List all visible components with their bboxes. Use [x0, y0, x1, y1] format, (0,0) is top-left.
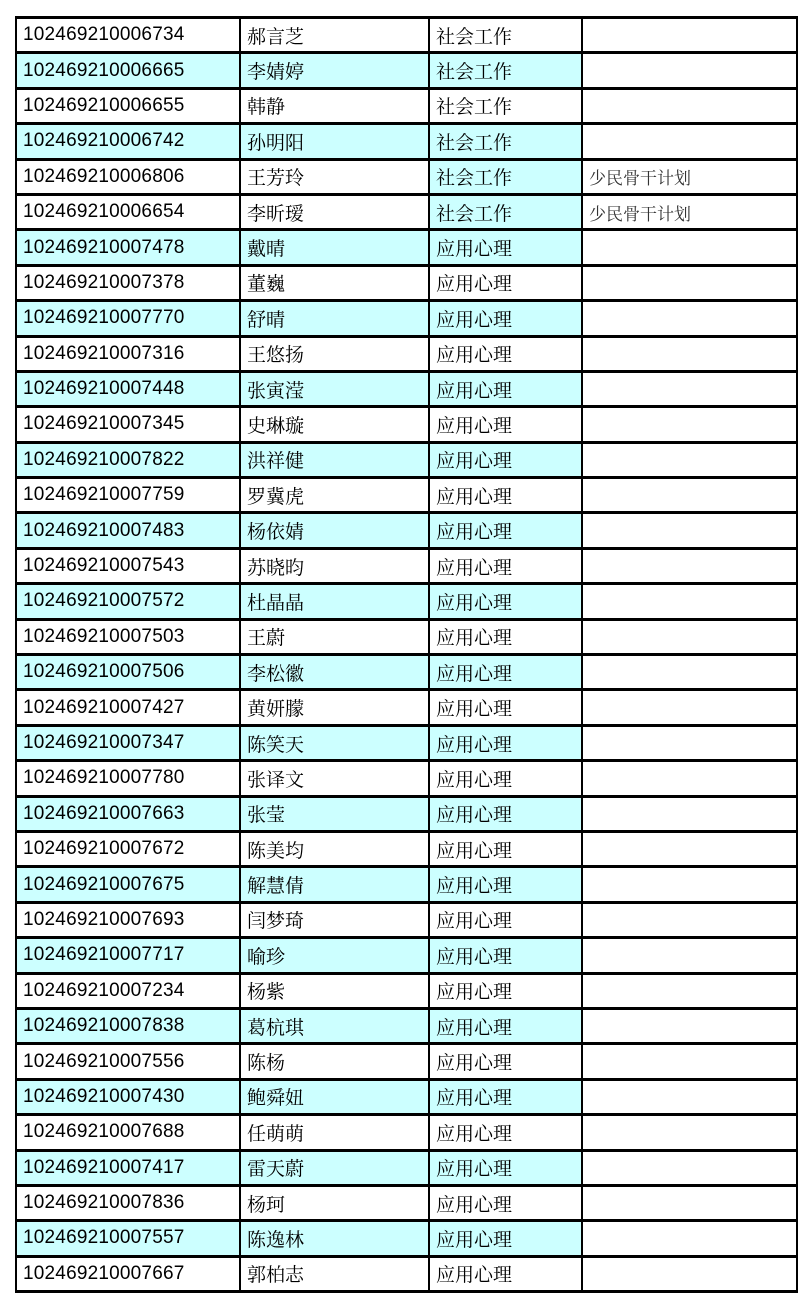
major-cell: 社会工作 [429, 159, 582, 194]
candidate-name-cell: 闫梦琦 [240, 902, 429, 937]
candidate-name-cell: 葛杭琪 [240, 1008, 429, 1043]
candidate-id-cell: 102469210007822 [16, 442, 240, 477]
major-cell: 应用心理 [429, 867, 582, 902]
major-cell: 应用心理 [429, 407, 582, 442]
note-cell [582, 442, 797, 477]
candidate-id-cell: 102469210007759 [16, 478, 240, 513]
candidate-name-cell: 孙明阳 [240, 124, 429, 159]
major-cell: 应用心理 [429, 371, 582, 406]
major-cell: 应用心理 [429, 1150, 582, 1185]
candidate-id-cell: 102469210007667 [16, 1256, 240, 1291]
candidate-name-cell: 张寅滢 [240, 371, 429, 406]
candidate-name-cell: 杨紫 [240, 973, 429, 1008]
table-row [16, 796, 797, 831]
table-row [16, 230, 797, 265]
candidate-name-cell: 张莹 [240, 796, 429, 831]
candidate-id-cell: 102469210007838 [16, 1008, 240, 1043]
table-row [16, 124, 797, 159]
candidate-id-cell: 102469210007347 [16, 725, 240, 760]
candidate-id-cell: 102469210007234 [16, 973, 240, 1008]
candidate-id-cell: 102469210007557 [16, 1221, 240, 1256]
candidate-name-cell: 舒晴 [240, 301, 429, 336]
table-row [16, 159, 797, 194]
table-row [16, 1256, 797, 1291]
note-cell [582, 619, 797, 654]
candidate-id-cell: 102469210006655 [16, 88, 240, 123]
note-cell [582, 867, 797, 902]
candidate-id-cell: 102469210007478 [16, 230, 240, 265]
note-cell [582, 124, 797, 159]
candidate-name-cell: 陈笑天 [240, 725, 429, 760]
candidate-name-cell: 陈杨 [240, 1044, 429, 1079]
candidate-name-cell: 杨依婧 [240, 513, 429, 548]
candidate-id-cell: 102469210007688 [16, 1115, 240, 1150]
table-row [16, 938, 797, 973]
major-cell: 应用心理 [429, 301, 582, 336]
candidate-name-cell: 韩静 [240, 88, 429, 123]
candidate-name-cell: 郭柏志 [240, 1256, 429, 1291]
candidate-id-cell: 102469210007572 [16, 584, 240, 619]
candidate-id-cell: 102469210007672 [16, 831, 240, 866]
candidate-id-cell: 102469210007675 [16, 867, 240, 902]
major-cell: 应用心理 [429, 265, 582, 300]
table-row [16, 442, 797, 477]
candidate-id-cell: 102469210007430 [16, 1079, 240, 1114]
note-cell [582, 725, 797, 760]
table-row [16, 1044, 797, 1079]
note-cell [582, 1256, 797, 1291]
table-row [16, 548, 797, 583]
table-row [16, 1115, 797, 1150]
table-row [16, 513, 797, 548]
major-cell: 社会工作 [429, 88, 582, 123]
candidate-name-cell: 苏晓昀 [240, 548, 429, 583]
note-cell [582, 796, 797, 831]
major-cell: 应用心理 [429, 1115, 582, 1150]
major-cell: 社会工作 [429, 18, 582, 53]
table-row [16, 1185, 797, 1220]
major-cell: 应用心理 [429, 1221, 582, 1256]
major-cell: 应用心理 [429, 796, 582, 831]
candidate-name-cell: 黄妍朦 [240, 690, 429, 725]
candidate-id-cell: 102469210006806 [16, 159, 240, 194]
major-cell: 应用心理 [429, 478, 582, 513]
candidate-name-cell: 李松徽 [240, 655, 429, 690]
table-row [16, 619, 797, 654]
candidate-id-cell: 102469210007506 [16, 655, 240, 690]
note-cell [582, 1079, 797, 1114]
note-cell [582, 831, 797, 866]
candidate-id-cell: 102469210007556 [16, 1044, 240, 1079]
candidate-id-cell: 102469210007836 [16, 1185, 240, 1220]
candidate-name-cell: 史琳璇 [240, 407, 429, 442]
candidate-id-cell: 102469210007543 [16, 548, 240, 583]
candidate-name-cell: 陈美均 [240, 831, 429, 866]
candidate-id-cell: 102469210007717 [16, 938, 240, 973]
candidate-id-cell: 102469210007503 [16, 619, 240, 654]
table-row [16, 655, 797, 690]
note-cell [582, 336, 797, 371]
candidate-id-cell: 102469210007448 [16, 371, 240, 406]
major-cell: 应用心理 [429, 513, 582, 548]
major-cell: 应用心理 [429, 584, 582, 619]
table-row [16, 690, 797, 725]
candidate-id-cell: 102469210007770 [16, 301, 240, 336]
table-row [16, 1150, 797, 1185]
note-cell [582, 1185, 797, 1220]
table-row [16, 584, 797, 619]
candidate-name-cell: 任萌萌 [240, 1115, 429, 1150]
major-cell: 应用心理 [429, 655, 582, 690]
table-row [16, 1079, 797, 1114]
major-cell: 应用心理 [429, 230, 582, 265]
major-cell: 应用心理 [429, 938, 582, 973]
major-cell: 应用心理 [429, 690, 582, 725]
candidate-name-cell: 解慧倩 [240, 867, 429, 902]
note-cell: 少民骨干计划 [582, 194, 797, 229]
candidate-id-cell: 102469210007483 [16, 513, 240, 548]
note-cell [582, 478, 797, 513]
candidate-name-cell: 董巍 [240, 265, 429, 300]
candidate-id-cell: 102469210007693 [16, 902, 240, 937]
major-cell: 社会工作 [429, 53, 582, 88]
candidate-id-cell: 102469210007663 [16, 796, 240, 831]
note-cell [582, 548, 797, 583]
candidate-id-cell: 102469210007345 [16, 407, 240, 442]
note-cell [582, 230, 797, 265]
table-row [16, 973, 797, 1008]
major-cell: 应用心理 [429, 548, 582, 583]
note-cell [582, 1150, 797, 1185]
note-cell [582, 690, 797, 725]
candidate-name-cell: 李婧婷 [240, 53, 429, 88]
table-row [16, 478, 797, 513]
note-cell [582, 1044, 797, 1079]
candidate-name-cell: 王悠扬 [240, 336, 429, 371]
candidate-name-cell: 王芳玲 [240, 159, 429, 194]
candidate-name-cell: 洪祥健 [240, 442, 429, 477]
candidate-name-cell: 雷天蔚 [240, 1150, 429, 1185]
table-row [16, 371, 797, 406]
major-cell: 应用心理 [429, 1008, 582, 1043]
major-cell: 应用心理 [429, 336, 582, 371]
major-cell: 应用心理 [429, 761, 582, 796]
candidate-name-cell: 李昕瑷 [240, 194, 429, 229]
note-cell [582, 938, 797, 973]
candidate-name-cell: 杨珂 [240, 1185, 429, 1220]
table-row [16, 301, 797, 336]
table-row [16, 336, 797, 371]
note-cell [582, 513, 797, 548]
note-cell [582, 973, 797, 1008]
note-cell [582, 301, 797, 336]
candidate-name-cell: 王蔚 [240, 619, 429, 654]
candidate-name-cell: 鲍舜妞 [240, 1079, 429, 1114]
candidate-name-cell: 罗冀虎 [240, 478, 429, 513]
table-row [16, 902, 797, 937]
table-row [16, 1008, 797, 1043]
candidate-id-cell: 102469210007417 [16, 1150, 240, 1185]
major-cell: 应用心理 [429, 619, 582, 654]
note-cell [582, 655, 797, 690]
table-row [16, 831, 797, 866]
note-cell [582, 902, 797, 937]
candidate-id-cell: 102469210007780 [16, 761, 240, 796]
major-cell: 应用心理 [429, 1079, 582, 1114]
table-row [16, 1221, 797, 1256]
table-row [16, 18, 797, 53]
major-cell: 应用心理 [429, 1185, 582, 1220]
candidate-name-cell: 郝言芝 [240, 18, 429, 53]
table-row [16, 265, 797, 300]
note-cell [582, 265, 797, 300]
table-row [16, 725, 797, 760]
note-cell [582, 1221, 797, 1256]
candidate-id-cell: 102469210007427 [16, 690, 240, 725]
table-row [16, 407, 797, 442]
major-cell: 应用心理 [429, 442, 582, 477]
candidate-id-cell: 102469210007316 [16, 336, 240, 371]
note-cell [582, 18, 797, 53]
table-row [16, 88, 797, 123]
table-row [16, 761, 797, 796]
major-cell: 社会工作 [429, 194, 582, 229]
note-cell [582, 53, 797, 88]
major-cell: 应用心理 [429, 1256, 582, 1291]
table-row [16, 53, 797, 88]
student-roster-table [15, 16, 798, 1293]
table-body [16, 18, 797, 1292]
candidate-id-cell: 102469210006742 [16, 124, 240, 159]
candidate-id-cell: 102469210007378 [16, 265, 240, 300]
note-cell [582, 1008, 797, 1043]
candidate-name-cell: 戴晴 [240, 230, 429, 265]
candidate-name-cell: 杜晶晶 [240, 584, 429, 619]
note-cell [582, 371, 797, 406]
major-cell: 应用心理 [429, 1044, 582, 1079]
major-cell: 应用心理 [429, 902, 582, 937]
note-cell [582, 88, 797, 123]
note-cell [582, 1115, 797, 1150]
candidate-id-cell: 102469210006665 [16, 53, 240, 88]
candidate-name-cell: 张译文 [240, 761, 429, 796]
major-cell: 应用心理 [429, 725, 582, 760]
note-cell [582, 761, 797, 796]
candidate-id-cell: 102469210006654 [16, 194, 240, 229]
candidate-name-cell: 喻珍 [240, 938, 429, 973]
major-cell: 社会工作 [429, 124, 582, 159]
note-cell [582, 407, 797, 442]
note-cell [582, 584, 797, 619]
table-row [16, 194, 797, 229]
candidate-id-cell: 102469210006734 [16, 18, 240, 53]
major-cell: 应用心理 [429, 973, 582, 1008]
candidate-name-cell: 陈逸林 [240, 1221, 429, 1256]
note-cell: 少民骨干计划 [582, 159, 797, 194]
table-row [16, 867, 797, 902]
major-cell: 应用心理 [429, 831, 582, 866]
